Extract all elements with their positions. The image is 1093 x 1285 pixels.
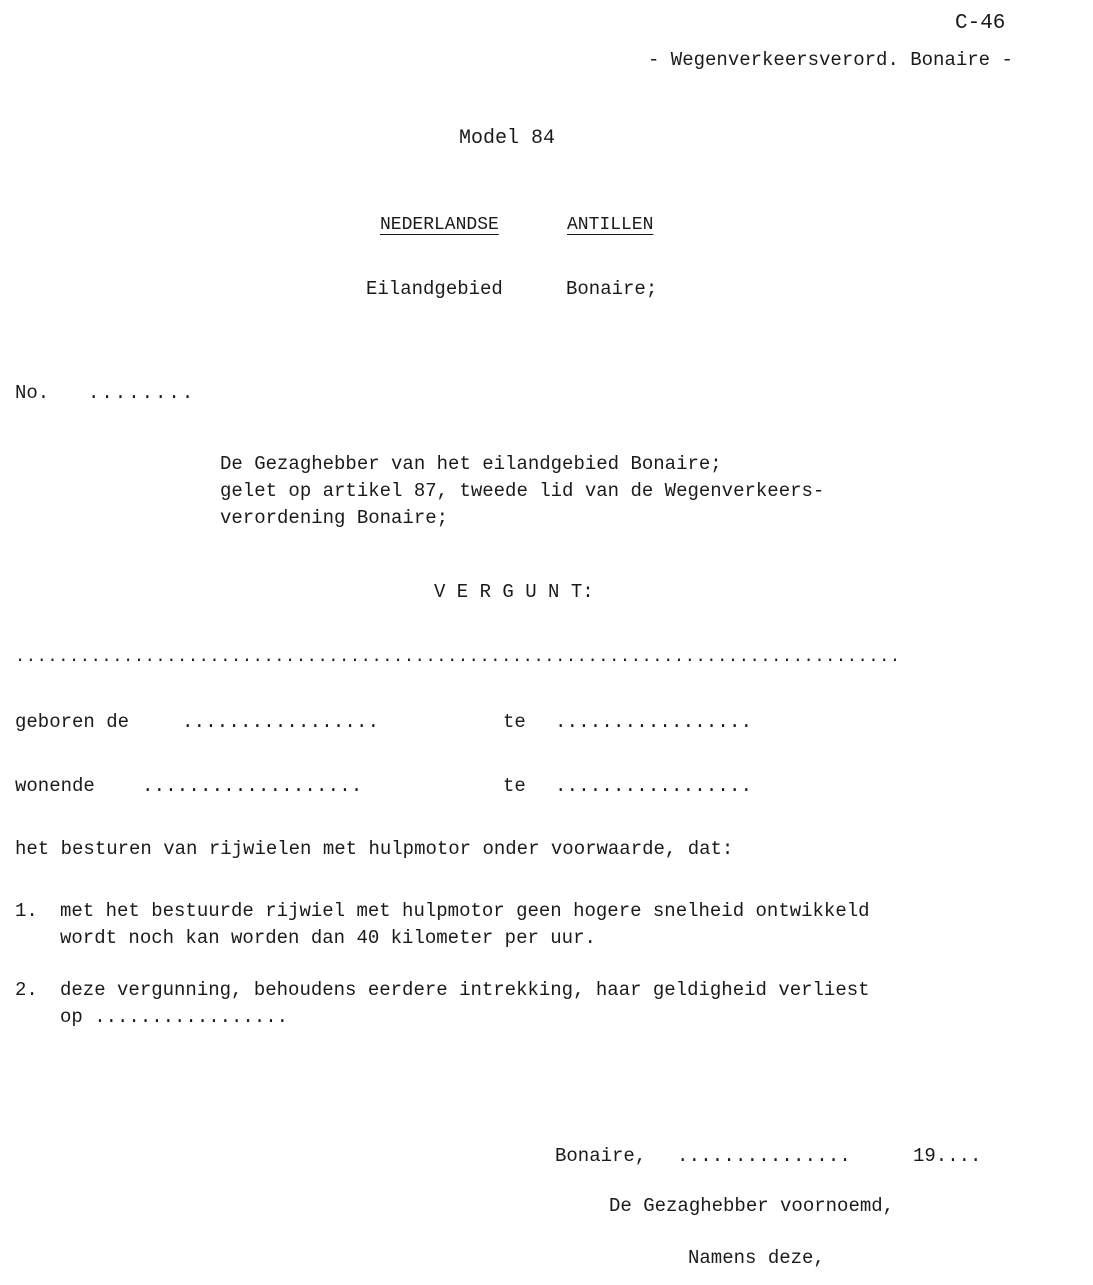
signatory-title: De Gezaghebber voornoemd, xyxy=(609,1195,895,1217)
born-date-field: ................. xyxy=(182,711,380,733)
number-label: No. xyxy=(15,382,50,404)
closing-year: 19.... xyxy=(913,1145,982,1167)
island-label: Eilandgebied xyxy=(366,278,503,300)
condition-intro: het besturen van rijwielen met hulpmotor onder voorwaarde, dat: xyxy=(15,838,734,860)
preamble-line: De Gezaghebber van het eilandgebied Bonaire; xyxy=(220,453,722,475)
preamble-line: gelet op artikel 87, tweede lid van de Wegenverkeers- xyxy=(220,480,825,502)
name-field: .................................................................................. xyxy=(15,648,901,667)
closing-place: Bonaire, xyxy=(555,1145,647,1167)
condition-text: op ................. xyxy=(60,1006,289,1028)
on-behalf-line: Namens deze, xyxy=(688,1247,825,1269)
living-label: wonende xyxy=(15,775,95,797)
country-name-right: ANTILLEN xyxy=(567,215,654,235)
preamble-line: verordening Bonaire; xyxy=(220,507,449,529)
condition-text: met het bestuurde rijwiel met hulpmotor geen hogere snelheid ontwikkeld xyxy=(60,900,870,922)
model-number: Model 84 xyxy=(459,127,556,150)
living-place-field: ................. xyxy=(555,775,753,797)
closing-date-field: ............... xyxy=(677,1145,852,1167)
living-address-field: ................... xyxy=(142,775,363,797)
country-name-left: NEDERLANDSE xyxy=(380,215,499,235)
condition-text: wordt noch kan worden dan 40 kilometer per uur. xyxy=(60,927,596,949)
condition-number: 2. xyxy=(15,979,38,1001)
born-place-label: te xyxy=(503,711,526,733)
document-code: C-46 xyxy=(955,12,1006,35)
number-field: ........ xyxy=(88,382,196,404)
document-subtitle: - Wegenverkeersverord. Bonaire - xyxy=(648,49,1013,71)
island-name: Bonaire; xyxy=(566,278,658,300)
condition-text: deze vergunning, behoudens eerdere intrekking, haar geldigheid verliest xyxy=(60,979,870,1001)
living-place-label: te xyxy=(503,775,526,797)
grant-heading: V E R G U N T: xyxy=(434,581,594,603)
born-label: geboren de xyxy=(15,711,130,733)
born-place-field: ................. xyxy=(555,711,753,733)
condition-number: 1. xyxy=(15,900,38,922)
